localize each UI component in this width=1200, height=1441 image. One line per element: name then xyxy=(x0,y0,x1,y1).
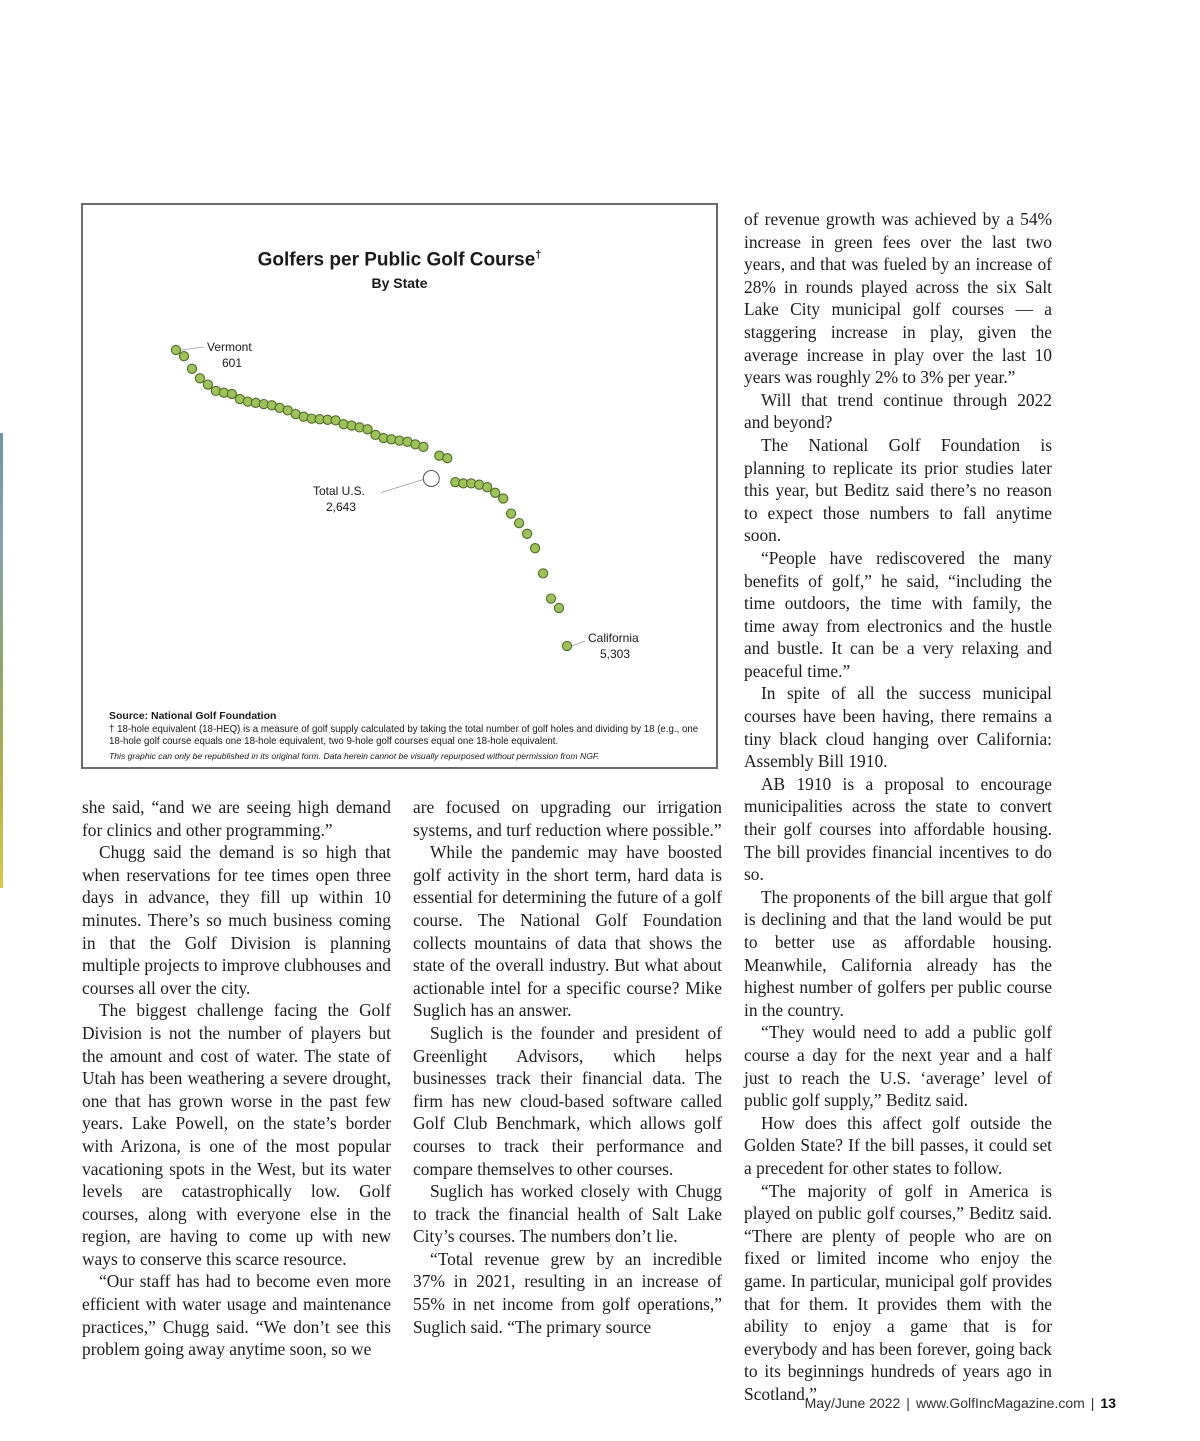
chart-title: Golfers per Public Golf Course† xyxy=(257,249,542,271)
chart-subtitle: By State xyxy=(371,275,428,291)
state-point xyxy=(546,594,555,603)
paragraph: “People have rediscovered the many benefits of golf,” he said, “including the time outdoors, the time with family, the time away from electronics and the hustle and bustle. It can be a very relaxing and peaceful time.” xyxy=(744,547,1052,681)
state-point xyxy=(187,364,196,373)
state-point xyxy=(507,509,516,518)
article-column-2 xyxy=(413,796,722,1338)
state-point xyxy=(491,488,500,497)
chart-figure xyxy=(81,203,718,769)
state-point xyxy=(523,529,532,538)
paragraph: In spite of all the success municipal courses have been having, there remains a tiny black cloud hanging over California: Assembly Bill 1910. xyxy=(744,683,1052,772)
paragraph: “Our staff has had to become even more efficient with water usage and maintenance practices,” Chugg said. “We don’t see this problem going away anytime soon, so we xyxy=(82,1271,391,1360)
paragraph: Will that trend continue through 2022 and beyond? xyxy=(744,389,1052,433)
state-point xyxy=(195,374,204,383)
label-california-value: 5,303 xyxy=(600,647,631,661)
total-us-leader-line xyxy=(381,480,423,493)
state-point xyxy=(419,442,428,451)
state-point xyxy=(539,569,548,578)
chart-footnote: † 18-hole equivalent (18-HEQ) is a measure of golf supply calculated by taking the total number of golf holes and dividing by 18 (e.g., one 18-hole golf course equals one 18-hole equivalent, two 9-hole golf courses equal one 18-hole equivalent. xyxy=(109,724,699,747)
footer-separator: | xyxy=(1090,1395,1095,1411)
paragraph: Chugg said the demand is so high that when reservations for tee times open three days in advance, they fill up within 10 minutes. There’s so much business coming in that the Golf Division is planning multiple projects to improve clubhouses and courses all over the city. xyxy=(82,842,391,998)
state-point xyxy=(483,483,492,492)
paragraph: “They would need to add a public golf course a day for the next year and a half just to reach the U.S. ‘average’ level of public golf supply,” Beditz said. xyxy=(744,1022,1052,1111)
paragraph: “Total revenue grew by an incredible 37% in 2021, resulting in an increase of 55% in net income from golf operations,” Suglich said. “The primary source xyxy=(413,1248,722,1337)
footer-website: www.GolfIncMagazine.com xyxy=(915,1395,1085,1411)
chart-source: Source: National Golf Foundation xyxy=(109,710,277,722)
state-point xyxy=(171,345,180,354)
footer-issue: May/June 2022 xyxy=(804,1395,901,1411)
paragraph: Suglich is the founder and president of Greenlight Advisors, which helps businesses track their financial data. The firm has new cloud-based software called Golf Club Benchmark, which allows golf courses to track their performance and compare themselves to other courses. xyxy=(413,1022,722,1179)
paragraph: While the pandemic may have boosted golf activity in the short term, hard data is essential for determining the future of a golf course. The National Golf Foundation collects mountains of data that shows the state of the overall industry. But what about actionable intel for a specific course? Mike Suglich has an answer. xyxy=(413,842,722,1021)
footer-separator: | xyxy=(906,1395,910,1411)
vermont-leader-line xyxy=(181,347,204,350)
label-vermont-value: 601 xyxy=(222,356,243,370)
state-point xyxy=(554,603,563,612)
title-dagger: † xyxy=(535,249,542,261)
state-point xyxy=(179,352,188,361)
california-leader-line xyxy=(572,641,585,646)
paragraph: How does this affect golf outside the Golden State? If the bill passes, it could set a precedent for other states to follow. xyxy=(744,1112,1052,1178)
paragraph: The proponents of the bill argue that golf is declining and that the land would be put to better use as affordable housing. Meanwhile, California already has the highest number of golfers per public course in the country. xyxy=(744,886,1052,1020)
state-point xyxy=(203,380,212,389)
paragraph: The biggest challenge facing the Golf Division is not the number of players but the amount and cost of water. The state of Utah has been weathering a severe drought, one that has grown worse in the past few years. Lake Powell, on the state’s border with Arizona, is one of the most popular vacationing spots in the West, but its water levels are catastrophically low. Golf courses, along with everyone else in the region, are having to come up with new ways to conserve this scarce resource. xyxy=(82,1000,391,1269)
state-point xyxy=(499,494,508,503)
leader-lines xyxy=(181,347,585,646)
label-total-us-name: Total U.S. xyxy=(313,484,366,498)
paragraph: are focused on upgrading our irrigation systems, and turf reduction where possible.” xyxy=(413,797,722,840)
paragraph: Suglich has worked closely with Chugg to track the financial health of Salt Lake City’s courses. The numbers don’t lie. xyxy=(413,1181,722,1247)
state-point xyxy=(531,544,540,553)
chart-disclaimer: This graphic can only be republished in its original form. Data herein cannot be visually repurposed without permission from NGF. xyxy=(109,751,600,761)
page-footer xyxy=(805,1395,1116,1411)
page-number: 13 xyxy=(1100,1395,1116,1411)
chart-points xyxy=(171,345,571,650)
paragraph: of revenue growth was achieved by a 54% increase in green fees over the last two years, and that was fueled by an increase of 28% in rounds played across the six Salt Lake City municipal golf courses — a staggering increase in play, given the average increase in play over the last 10 years was roughly 2% to 3% per year.” xyxy=(744,209,1052,388)
state-point xyxy=(443,454,452,463)
state-point xyxy=(515,519,524,528)
paragraph: she said, “and we are seeing high demand for clinics and other programming.” xyxy=(82,797,391,840)
label-vermont-name: Vermont xyxy=(207,340,252,354)
label-california-name: California xyxy=(588,631,639,645)
label-total-us-value: 2,643 xyxy=(326,500,357,514)
paragraph: “The majority of golf in America is played on public golf courses,” Beditz said. “There are plenty of people who are on fixed or limited income who enjoy the game. In particular, municipal golf provides that for them. It provides them with the ability to enjoy a game that is for everybody and has been forever, going back to its beginnings hundreds of years ago in Scotland.” xyxy=(744,1180,1052,1404)
article-column-3 xyxy=(744,208,1052,1405)
total-us-point xyxy=(423,471,439,487)
paragraph: AB 1910 is a proposal to encourage municipalities across the state to convert their golf courses into affordable housing. The bill provides financial incentives to do so. xyxy=(744,773,1052,885)
state-point xyxy=(562,641,571,650)
state-point xyxy=(363,425,372,434)
article-column-1 xyxy=(82,796,391,1361)
paragraph: The National Golf Foundation is planning to replicate its prior studies later this year, but Beditz said there’s no reason to expect those numbers to fall anytime soon. xyxy=(744,434,1052,546)
adjacent-page-image-edge xyxy=(0,433,3,888)
